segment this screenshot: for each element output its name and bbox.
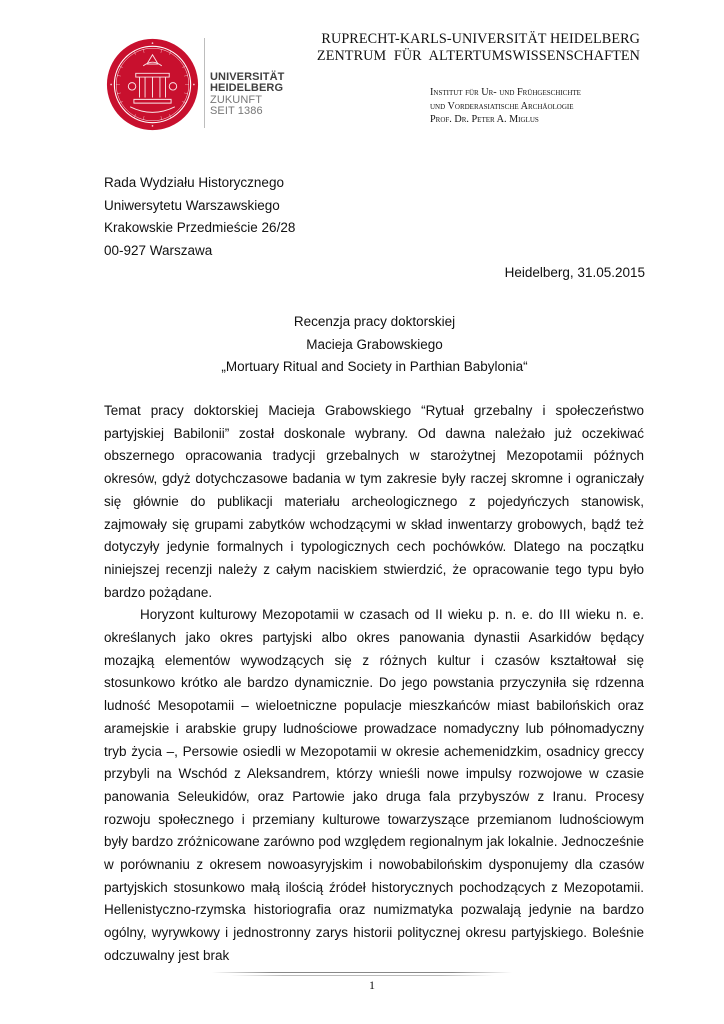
recipient-address xyxy=(104,172,295,263)
logo-line-universitat: UNIVERSITÄT xyxy=(210,71,285,83)
body-paragraph: Horyzont kulturowy Mezopotamii w czasach od II wieku p. n. e. do III wieku n. e. określanych jako okres partyjski albo okres panowania dynastii Asarkidów będący mozajką elementów wywodzących się z różnych kultur i czasów kształtował się stosunkowo krótko ale bardzo dynamicznie. Do jego powstania przyczyniła się rdzenna ludność Mesopotamii – wieloetniczne populacje mieszkańców miast babilońskich oraz aramejskie i arabskie grupy ludnościowe prowadzace nomadyczny lub półnomadyczny tryb życia –, Persowie osiedli w Mezopotamii w okresie achemenidzkim, osadnicy greccy przybyli na Wschód z Aleksandrem, którzy wnieśli nowe impulsy rozwojowe w czasie panowania Seleukidów, oraz Partowie jako druga fala przybyszów z Iranu. Procesy rozwoju społecznego i przemiany kulturowe towarzyszące przemianom ludnościowym były bardzo zróżnicowane zarówno pod względem regionalnym jak lokalnie. Jednocześnie w porównaniu z okresem nowoasyryjskim i nowobabilońskim dysponujemy dla czasów partyjskich stosunkowo małą ilością źródeł historycznych pochodzących z Mezopotamii. Hellenistyczno-rzymska historiografia oraz numizmatyka pozwalają jedynie na bardzo ogólny, wyrywkowy i jednostronny zarys historii politycznej okresu partyjskiego. Boleśnie odczuwalny jest brak xyxy=(104,607,644,963)
university-logo-text xyxy=(210,72,284,117)
footer-divider xyxy=(212,972,512,973)
institute-line-1: Institut für Ur- und Frühgeschichte xyxy=(430,87,581,98)
university-name: RUPRECHT-KARLS-UNIVERSITÄT HEIDELBERG xyxy=(321,31,640,47)
title-line-1: Recenzja pracy doktorskiej xyxy=(293,314,456,329)
title-line-3: „Mortuary Ritual and Society in Parthian Babylonia“ xyxy=(221,359,528,375)
address-line: Rada Wydziału Historycznego xyxy=(104,175,284,190)
review-body xyxy=(104,400,644,968)
title-line-2: Macieja Grabowskiego xyxy=(306,336,443,352)
page-number: 1 xyxy=(369,978,375,992)
institute-line-2: und Vorderasiatische Archäologie xyxy=(430,100,574,112)
letter-date: Heidelberg, 31.05.2015 xyxy=(504,265,645,280)
address-line: Krakowskie Przedmieście 26/28 xyxy=(104,220,296,236)
address-line: Uniwersytetu Warszawskiego xyxy=(104,197,280,213)
logo-divider xyxy=(204,38,205,128)
university-seal-icon xyxy=(106,38,199,131)
logo-line-seit: SEIT 1386 xyxy=(210,104,263,117)
review-title xyxy=(104,311,645,379)
letterhead-university xyxy=(317,31,640,65)
body-paragraph: Temat pracy doktorskiej Macieja Grabowskiego “Rytuał grzebalny i społeczeństwo partyjskiej Babilonii” został doskonale wybrany. Od dawna należało już oczekiwać obszernego opracowania tradycji grzebalnych w starożytnej Mezopotamii późnych okresów, gdyż dotychczasowe badania w tym zakresie były raczej skromne i ograniczały się głównie do publikacji materiału archeologicznego z pojedyńczych stanowisk, zajmowały się grupami zabytków wchodzącymi w skład inwentarzy grobowych, bądź też dotyczyły jedynie formalnych i typologicznych cech pochówków. Dlatego na początku niniejszej recenzji należy z całym naciskiem stwierdzić, że opracowanie tego typu było bardzo pożądane. xyxy=(104,403,644,600)
centre-name: ZENTRUM FÜR ALTERTUMSWISSENSCHAFTEN xyxy=(316,48,640,64)
institute-professor: Prof. Dr. Peter A. Miglus xyxy=(430,114,539,125)
letterhead-institute xyxy=(430,86,581,127)
footer-divider xyxy=(230,975,494,976)
logo-line-heidelberg: HEIDELBERG xyxy=(210,82,284,95)
address-line: 00-927 Warszawa xyxy=(104,243,213,259)
logo-line-zukunft: ZUKUNFT xyxy=(210,93,263,106)
